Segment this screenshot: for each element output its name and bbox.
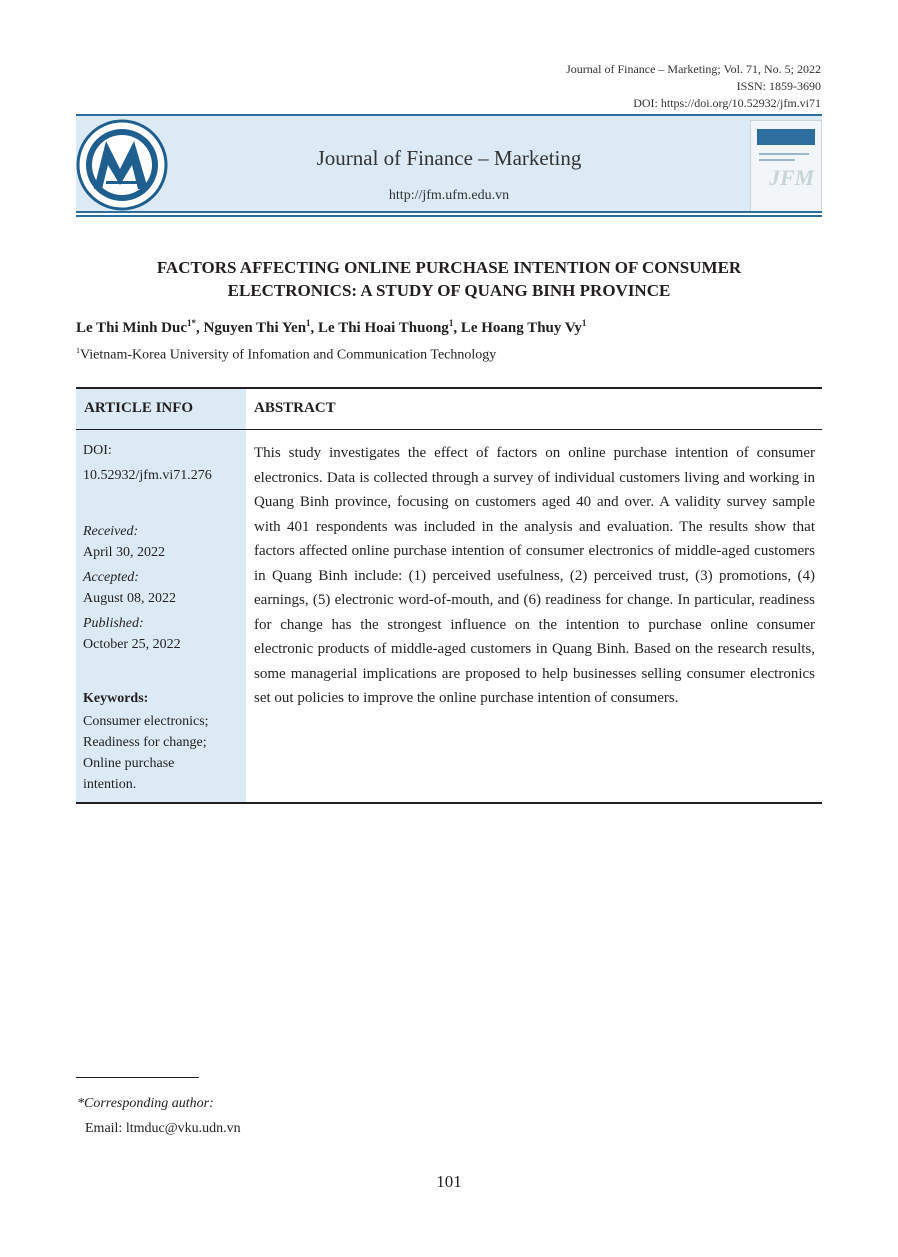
received-label: Received: [83, 524, 139, 539]
article-title [76, 256, 822, 302]
table-rule-bottom [76, 802, 822, 804]
author-sup: 1 [581, 318, 587, 328]
author-name: Nguyen Thi Yen [203, 320, 307, 336]
article-info-heading: ARTICLE INFO [84, 400, 194, 416]
corresponding-author-email[interactable]: Email: ltmduc@vku.udn.vn [85, 1121, 241, 1136]
corresponding-author-label: *Corresponding author: [77, 1096, 214, 1111]
keyword-item: intention. [83, 777, 137, 792]
title-line: ELECTRONICS: A STUDY OF QUANG BINH PROVINCE [227, 281, 671, 300]
author-sup: 1 [306, 318, 311, 328]
doi-line: DOI: https://doi.org/10.52932/jfm.vi71 [633, 96, 821, 110]
accepted-date: August 08, 2022 [83, 591, 176, 606]
doi-block [83, 440, 243, 486]
title-line: FACTORS AFFECTING ONLINE PURCHASE INTENTION OF CONSUMER [156, 258, 742, 277]
affiliation-sup: 1 [76, 346, 80, 355]
author-sep: , [196, 320, 204, 336]
published-date: October 25, 2022 [83, 637, 181, 652]
accepted-label: Accepted: [83, 570, 139, 585]
doi-label: DOI: [83, 443, 112, 458]
keyword-item: Online purchase [83, 756, 175, 771]
author-sup: 1* [187, 318, 196, 328]
keyword-item: Readiness for change; [83, 735, 207, 750]
journal-masthead [76, 114, 822, 212]
page-number: 101 [436, 1172, 462, 1191]
author-list [76, 318, 586, 337]
footnote-rule [76, 1077, 199, 1078]
journal-meta [566, 61, 821, 112]
abstract-heading: ABSTRACT [254, 400, 336, 416]
masthead-rule [76, 215, 822, 217]
journal-cover-thumbnail-icon: JFM [750, 120, 822, 212]
issn-line: ISSN: 1859-3690 [736, 79, 821, 93]
citation-line: Journal of Finance – Marketing; Vol. 71, No. 5; 2022 [566, 62, 821, 76]
received-date: April 30, 2022 [83, 545, 166, 560]
affiliation [76, 346, 496, 364]
author-sup: 1 [448, 318, 454, 328]
masthead-rule [76, 211, 822, 213]
published-label: Published: [83, 616, 144, 631]
journal-url[interactable]: http://jfm.ufm.edu.vn [388, 188, 510, 203]
doi-value[interactable]: 10.52932/jfm.vi71.276 [83, 468, 212, 483]
keywords-block [83, 688, 243, 795]
author-name: Le Thi Hoai Thuong [318, 320, 449, 336]
dates-block [83, 521, 243, 655]
author-sep: , [453, 320, 461, 336]
author-name: Le Thi Minh Duc [76, 320, 187, 336]
table-rule-header [76, 429, 822, 430]
journal-name: Journal of Finance – Marketing [316, 146, 582, 170]
author-name: Le Hoang Thuy Vy [460, 320, 582, 336]
keyword-item: Consumer electronics; [83, 714, 209, 729]
keywords-label: Keywords: [83, 691, 149, 706]
author-sep: , [310, 320, 319, 336]
affiliation-text: Vietnam-Korea University of Infomation and Communication Technology [80, 347, 497, 363]
table-rule-top [76, 387, 822, 389]
abstract-text: This study investigates the effect of factors on online purchase intention of consumer electronics. Data is collected through a survey of individual customers living and working in Quang Binh province, focusing on customers aged 40 and over. A validity survey sample with 401 respondents was included in the analysis and evaluation. The results show that factors affected online purchase intention of consumer electronics of middle-aged customers in Quang Binh include: (1) perceived usefulness, (2) perceived trust, (3) promotions, (4) earnings, (5) electronic word-of-mouth, and (6) readiness for change. In particular, readiness for change has the strongest influence on the intention to purchase online consumer electronic products of middle-aged customers in Quang Binh. Based on the research results, some managerial implications are proposed to help businesses selling consumer electronics set out policies to improve the online purchase intention of consumers. [254, 445, 815, 706]
